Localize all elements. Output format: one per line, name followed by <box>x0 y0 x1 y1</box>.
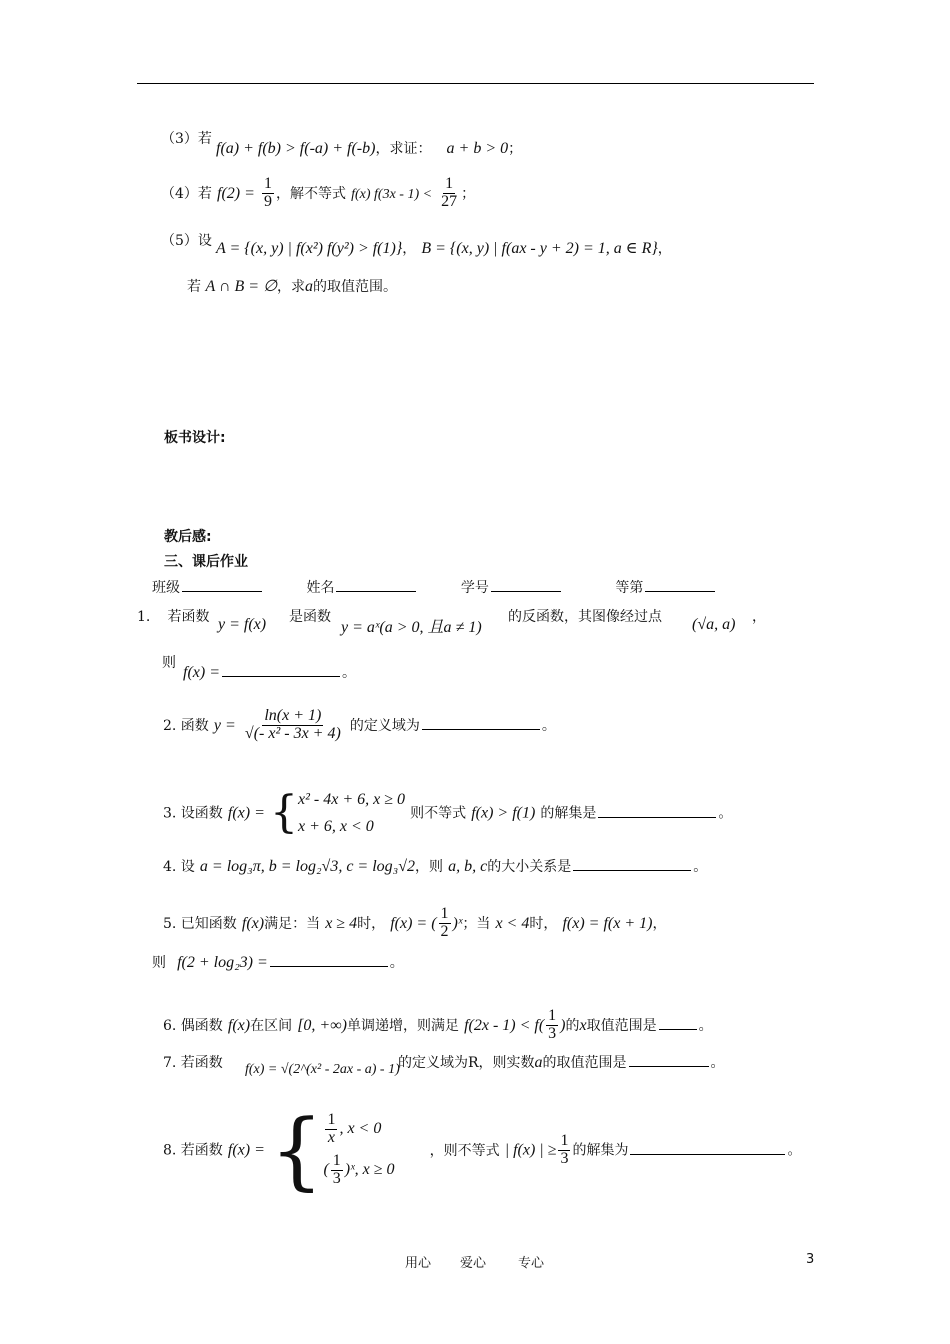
q5-l2-pre: 则 <box>152 955 166 971</box>
q8-c1-num: 1 <box>327 1111 336 1129</box>
q3-cases <box>298 786 405 840</box>
q8-c2-post: )ˣ, x ≥ 0 <box>344 1160 395 1178</box>
p4-num: 1 <box>264 175 273 192</box>
q8-case1 <box>323 1112 394 1147</box>
q3-case2: x + 6, x < 0 <box>298 818 374 836</box>
class-label: 班级 <box>152 580 180 596</box>
p3-sep: ，求证： <box>375 141 432 157</box>
p5-comma: ， <box>402 241 417 257</box>
question-6 <box>163 1008 713 1043</box>
p4-den: 9 <box>264 192 273 210</box>
footer-left: 用心 <box>405 1256 432 1271</box>
problem-5-body <box>216 238 672 258</box>
q3-label: 3. 设函数 <box>163 805 223 822</box>
q1-end: 。 <box>342 665 356 681</box>
q5-den: 2 <box>440 922 449 940</box>
q4-vars: a, b, c <box>448 858 488 875</box>
p5-l2-mid: ，求 <box>277 279 305 295</box>
q4-expr: a = log₃π, b = log₂√3, c = log₃√2 <box>199 858 415 875</box>
q8-brace: { <box>270 1101 324 1199</box>
q2-end: 的定义域为 <box>349 717 420 734</box>
q5-f1-rhs: )ˣ <box>452 914 463 932</box>
q7-dot: 。 <box>710 1055 725 1071</box>
q6-b: 单调递增，则满足 <box>346 1017 459 1034</box>
name-blank[interactable] <box>336 590 416 592</box>
q3-ineq: f(x) > f(1) <box>471 804 536 822</box>
footer-right: 专心 <box>518 1256 545 1271</box>
q1-line2-pre: 则 <box>162 655 176 671</box>
id-blank[interactable] <box>491 590 561 592</box>
q2-lhs: y = <box>213 716 236 734</box>
q5-e: ， <box>652 915 667 932</box>
class-blank[interactable] <box>182 590 262 592</box>
grade-blank[interactable] <box>645 590 715 592</box>
q8-label: 8. 若函数 <box>163 1142 223 1159</box>
q5-l2-end: 。 <box>389 955 404 971</box>
q1-expr: f(x) = <box>183 664 220 681</box>
q8-case2-frac <box>331 1153 343 1188</box>
q3-dot: 。 <box>718 805 733 822</box>
q2-den: √(- x² - 3x + 4) <box>244 724 341 742</box>
q2-label: 2. 函数 <box>163 717 209 734</box>
p5-l2-cond: A ∩ B = ∅ <box>205 278 277 295</box>
p5-end: ， <box>657 241 672 257</box>
p5-l2-pre: 若 <box>187 279 201 295</box>
q4-end: 的大小关系是 <box>487 859 572 875</box>
q4-answer-blank[interactable] <box>573 869 691 871</box>
problem-4 <box>161 176 475 211</box>
q3-answer-blank[interactable] <box>598 816 716 818</box>
q1-num: 1. <box>137 609 151 625</box>
p3-goal: a + b > 0 <box>446 140 509 157</box>
p5-label: （5）设 <box>161 233 212 249</box>
question-3 <box>163 786 732 840</box>
q7-label: 7. 若函数 <box>163 1055 223 1071</box>
question-1 <box>137 606 209 626</box>
q3-case1: x² - 4x + 6, x ≥ 0 <box>298 791 406 808</box>
page-number: 3 <box>806 1252 815 1267</box>
q8-lhs: f(x) = <box>227 1141 265 1159</box>
q1-answer-blank[interactable] <box>222 675 340 677</box>
p5-setA: A = {(x, y) | f(x²) f(y²) > f(1)} <box>216 240 403 257</box>
p4-ineq-den: 27 <box>441 192 458 210</box>
header-rule <box>137 83 814 84</box>
q4-dot: 。 <box>693 859 708 875</box>
q1-e: 的反函数，其图像经过点 <box>508 609 662 625</box>
q2-dot: 。 <box>541 717 556 734</box>
q8-ineq-num: 1 <box>560 1131 569 1149</box>
q5-answer-blank[interactable] <box>270 965 388 967</box>
p4-cond: f(2) = <box>217 184 255 202</box>
q4-label: 4. 设 <box>163 859 195 875</box>
p4-ineq: f(x) f(3x - 1) < <box>351 186 433 202</box>
q1-c: 是函数 <box>289 609 331 625</box>
q4-mid: ，则 <box>415 859 443 875</box>
q5-c2: x < 4 <box>495 914 530 932</box>
question-8 <box>163 1101 802 1199</box>
q5-d: 时， <box>529 915 558 932</box>
problem-3-body <box>216 138 522 158</box>
q5-f1-lhs: f(x) = ( <box>390 914 437 932</box>
q8-end: 的解集为 <box>572 1142 629 1159</box>
q6-close: ) <box>560 1016 566 1034</box>
p3-condition: f(a) + f(b) > f(-a) + f(-b) <box>216 140 376 157</box>
q6-num: 1 <box>548 1007 557 1024</box>
q6-frac <box>546 1008 558 1043</box>
q8-c2-num: 1 <box>332 1152 341 1169</box>
q2-answer-blank[interactable] <box>422 728 540 730</box>
q6-ineq: f(2x - 1) < f( <box>464 1016 545 1034</box>
student-info-line <box>152 577 717 597</box>
p3-label: （3）若 <box>161 131 212 147</box>
grade-label: 等第 <box>615 580 644 596</box>
q5-c1: x ≥ 4 <box>325 914 358 932</box>
q1-line2 <box>183 662 356 682</box>
q6-den: 3 <box>548 1024 557 1042</box>
q2-num: ln(x + 1) <box>264 707 322 724</box>
q8-ineq-den: 3 <box>560 1149 569 1167</box>
q7-b: 的取值范围是 <box>542 1055 627 1071</box>
question-2 <box>163 708 556 743</box>
q6-d: 取值范围是 <box>586 1017 657 1034</box>
q5-num: 1 <box>440 905 449 922</box>
reflection-heading: 教后感: <box>164 529 212 545</box>
p5-l2-end: 的取值范围。 <box>313 279 397 295</box>
q8-c2-den: 3 <box>332 1169 341 1187</box>
p4-ineq-num: 1 <box>445 175 454 192</box>
question-4 <box>163 856 707 876</box>
q1-d: y = aˣ(a > 0, 且a ≠ 1) <box>341 619 482 636</box>
q8-ineq-frac <box>558 1133 570 1168</box>
question-5 <box>163 906 666 941</box>
q3-lhs: f(x) = <box>227 804 265 822</box>
q8-c1-den: x <box>327 1129 335 1147</box>
q5-a: 满足：当 <box>264 915 321 932</box>
q8-case2 <box>323 1153 394 1188</box>
q2-frac <box>243 708 343 743</box>
q1-b: y = f(x) <box>218 616 267 633</box>
q6-x: x <box>579 1016 587 1034</box>
p4-label: （4）若 <box>161 185 212 202</box>
q5-fx: f(x) <box>241 914 265 932</box>
q7-var: a <box>534 1054 543 1071</box>
q1-g: ， <box>752 609 766 625</box>
problem-3 <box>161 128 212 148</box>
q6-fx: f(x) <box>227 1016 251 1034</box>
q5-b: 时， <box>357 915 386 932</box>
q6-c: 的 <box>565 1017 580 1034</box>
q5-l2-expr: f(2 + log₂3) = <box>177 954 268 971</box>
p4-end: ； <box>461 185 476 202</box>
q5-f2: f(x) = f(x + 1) <box>562 914 653 932</box>
problem-5-line2 <box>187 276 397 296</box>
footer-mid: 爱心 <box>460 1256 487 1271</box>
q8-ineq: | f(x) | ≥ <box>504 1141 557 1159</box>
q8-answer-blank[interactable] <box>630 1153 785 1155</box>
p5-setB: B = {(x, y) | f(ax - y + 2) = 1, a ∈ R} <box>421 240 658 257</box>
p4-ineq-frac <box>439 176 459 211</box>
q7-expr: f(x) = √(2^(x² - 2ax - a) - 1) <box>245 1062 400 1077</box>
q5-c: ；当 <box>462 915 491 932</box>
question-1-body <box>218 614 266 634</box>
id-label: 学号 <box>460 580 489 596</box>
board-design-heading: 板书设计: <box>164 430 226 446</box>
q6-interval: [0, +∞) <box>297 1016 347 1034</box>
q8-c2-pre: ( <box>323 1160 329 1178</box>
p4-mid: ，解不等式 <box>276 185 347 202</box>
q1-a: 若函数 <box>167 609 210 625</box>
q8-c1-cond: , x < 0 <box>339 1120 382 1138</box>
question-7 <box>163 1052 223 1072</box>
homework-heading: 三、课后作业 <box>164 554 248 570</box>
q8-mid: ，则不等式 <box>429 1142 500 1159</box>
question-5-line2 <box>152 952 404 972</box>
q3-mid: 则不等式 <box>410 805 467 822</box>
q1-f: (√a, a) <box>692 616 736 633</box>
q6-a: 在区间 <box>250 1017 293 1034</box>
name-label: 姓名 <box>306 580 335 596</box>
question-7-rest <box>398 1052 725 1072</box>
q5-label: 5. 已知函数 <box>163 915 237 932</box>
q6-dot: 。 <box>698 1017 713 1034</box>
q3-end: 的解集是 <box>540 805 597 822</box>
p5-l2-var: a <box>305 278 313 295</box>
q6-label: 6. 偶函数 <box>163 1017 223 1034</box>
q5-frac <box>439 906 451 941</box>
q6-answer-blank[interactable] <box>659 1028 697 1030</box>
q7-a: 的定义域为R，则实数 <box>398 1055 535 1071</box>
q8-cases <box>323 1112 394 1187</box>
q8-case1-frac <box>325 1112 337 1147</box>
q7-answer-blank[interactable] <box>629 1065 709 1067</box>
p4-cond-frac <box>262 176 274 211</box>
problem-5 <box>161 230 212 250</box>
p3-end: ； <box>508 141 523 157</box>
q3-brace: { <box>270 787 298 839</box>
q8-dot: 。 <box>787 1142 802 1159</box>
